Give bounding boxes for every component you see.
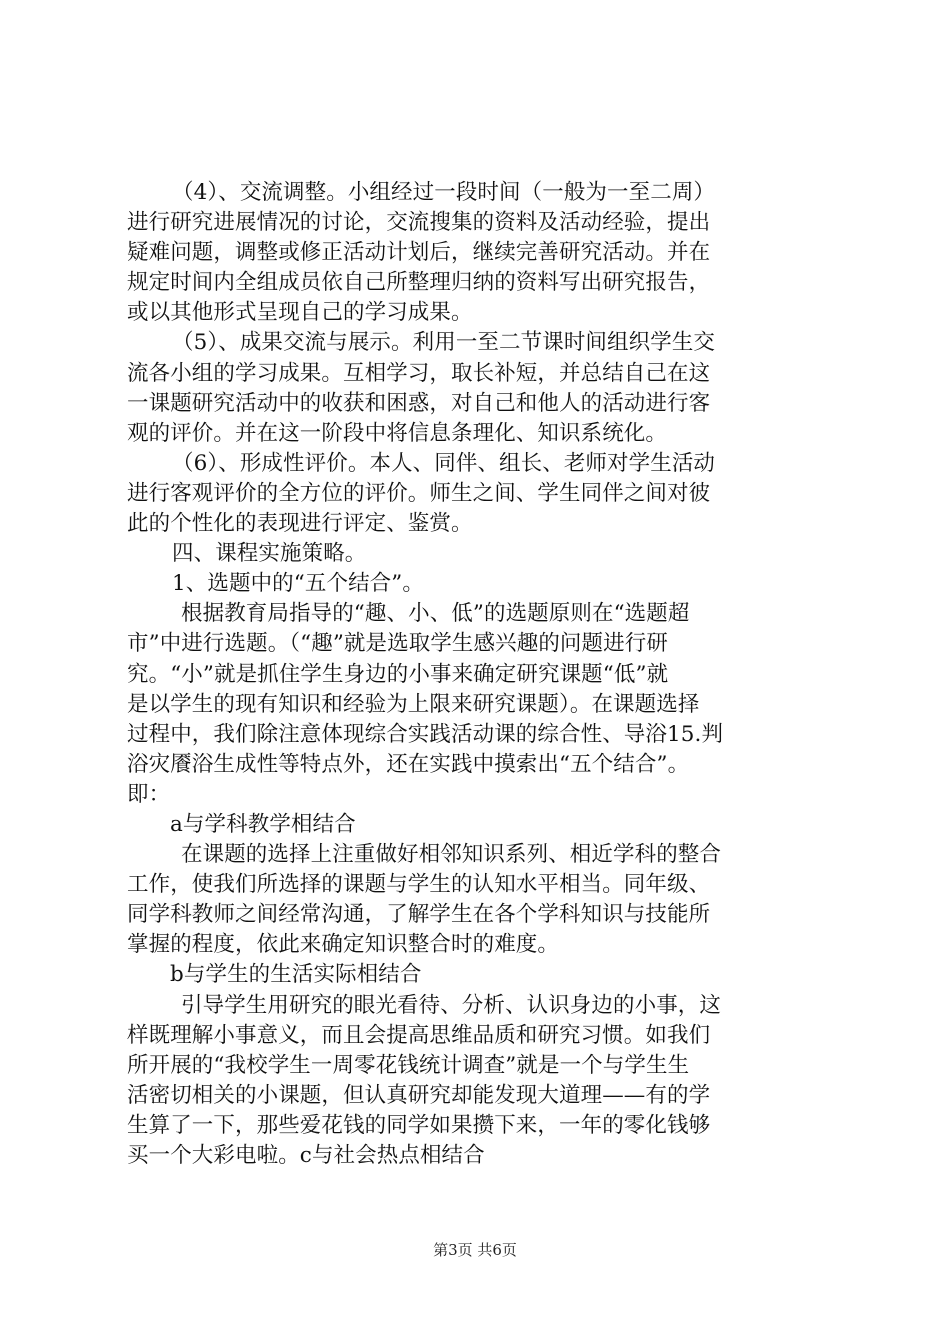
text-line: 观的评价。并在这一阶段中将信息条理化、知识系统化。 <box>127 420 668 446</box>
text-line: 市”中进行选题。（“趣”就是选取学生感兴趣的问题进行研 <box>127 631 668 657</box>
text-line: 工作，使我们所选择的课题与学生的认知水平相当。同年级、 <box>127 872 711 898</box>
text-line: 一课题研究活动中的收获和困惑，对自己和他人的活动进行客 <box>127 390 711 416</box>
text-line: 根据教育局指导的“趣、小、低”的选题原则在“选题超 <box>181 601 690 627</box>
text-line: （5）、成果交流与展示。利用一至二节课时间组织学生交 <box>172 330 716 356</box>
text-line: a与学科教学相结合 <box>170 811 356 837</box>
text-line: 是以学生的现有知识和经验为上限来研究课题）。在课题选择 <box>127 691 700 717</box>
text-line: 究。“小”就是抓住学生身边的小事来确定研究课题“低”就 <box>127 661 669 687</box>
text-line: 样既理解小事意义，而且会提高思维品质和研究习惯。如我们 <box>127 1022 711 1048</box>
text-line: （6）、形成性评价。本人、同伴、组长、老师对学生活动 <box>172 450 716 476</box>
text-line: 流各小组的学习成果。互相学习，取长补短，并总结自己在这 <box>127 360 711 386</box>
text-line: b与学生的生活实际相结合 <box>170 962 422 988</box>
text-line: 所开展的“我校学生一周零花钱统计调查”就是一个与学生生 <box>127 1052 690 1078</box>
text-line: 在课题的选择上注重做好相邻知识系列、相近学科的整合 <box>181 842 722 868</box>
text-line: （4）、交流调整。小组经过一段时间（一般为一至二周） <box>172 180 716 205</box>
text-line: 1、选题中的“五个结合”。 <box>172 571 424 597</box>
text-line: 即： <box>127 781 171 807</box>
text-line: 规定时间内全组成员依自己所整理归纳的资料写出研究报告， <box>127 270 711 296</box>
text-line: 生算了一下，那些爱花钱的同学如果攒下来，一年的零化钱够 <box>127 1112 711 1138</box>
text-line: 同学科教师之间经常沟通，了解学生在各个学科知识与技能所 <box>127 902 711 928</box>
text-line: 此的个性化的表现进行评定、鉴赏。 <box>127 511 473 537</box>
text-line: 过程中，我们除注意体现综合实践活动课的综合性、导浴15.判 <box>127 721 724 747</box>
text-line: 四、课程实施策略。 <box>172 541 367 567</box>
text-line: 掌握的程度，依此来确定知识整合时的难度。 <box>127 932 560 958</box>
text-line: 浴灾餍浴生成性等特点外，还在实践中摸索出“五个结合”。 <box>127 751 690 777</box>
text-line: 进行客观评价的全方位的评价。师生之间、学生同伴之间对彼 <box>127 480 711 506</box>
text-line: 疑难问题，调整或修正活动计划后，继续完善研究活动。并在 <box>127 240 711 266</box>
text-line: 活密切相关的小课题，但认真研究却能发现大道理——有的学 <box>127 1082 711 1108</box>
document-body <box>127 178 827 1171</box>
text-line: 或以其他形式呈现自己的学习成果。 <box>127 300 473 326</box>
text-line: 买一个大彩电啦。c与社会热点相结合 <box>127 1143 485 1168</box>
text-line: 进行研究进展情况的讨论，交流搜集的资料及活动经验，提出 <box>127 210 711 236</box>
text-line: 引导学生用研究的眼光看待、分析、认识身边的小事，这 <box>181 992 722 1018</box>
page-footer: 第3页 共6页 <box>433 1241 517 1259</box>
